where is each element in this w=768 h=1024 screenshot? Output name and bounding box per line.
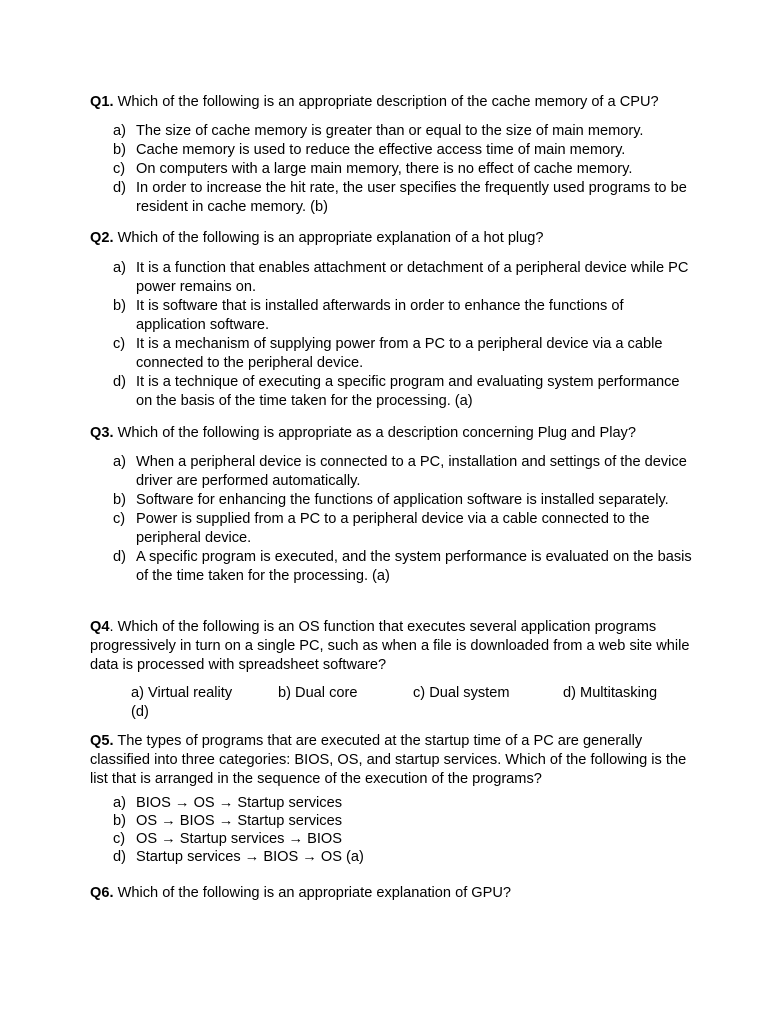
option-text: Power is supplied from a PC to a peripheral device via a cable connected to the peripheral device. bbox=[136, 511, 650, 546]
question-3-options bbox=[113, 453, 693, 586]
option-text: It is a function that enables attachment or detachment of a peripheral device while PC power remains on. bbox=[136, 260, 689, 295]
option-letter: c) bbox=[113, 161, 126, 177]
option-letter: b) bbox=[113, 492, 126, 508]
question-1 bbox=[90, 93, 690, 112]
question-text: The types of programs that are executed at the startup time of a PC are generally classified into three categories: BIOS, OS, and startup services. Which of the following is the list that is arranged in the sequence of the execution of the programs? bbox=[90, 733, 687, 787]
option-item bbox=[113, 510, 693, 548]
question-6 bbox=[90, 884, 690, 903]
option-text: A specific program is executed, and the system performance is evaluated on the basis of the time taken for the processing. (a) bbox=[136, 549, 692, 584]
option-text: Startup services → BIOS → OS (a) bbox=[136, 849, 364, 865]
option-letter: a) bbox=[113, 454, 126, 470]
option-text: Cache memory is used to reduce the effective access time of main memory. bbox=[136, 142, 626, 158]
option-item bbox=[113, 453, 693, 491]
question-number: Q5. bbox=[90, 733, 114, 749]
option-item bbox=[113, 335, 693, 373]
question-number: Q4 bbox=[90, 619, 110, 635]
option-text: OS → Startup services → BIOS bbox=[136, 831, 342, 847]
question-2-options bbox=[113, 259, 693, 411]
question-number: Q6. bbox=[90, 885, 114, 901]
option-text: BIOS → OS → Startup services bbox=[136, 795, 342, 811]
question-4-options bbox=[131, 684, 691, 724]
answer-key: (d) bbox=[131, 704, 149, 720]
option-letter: c) bbox=[113, 831, 126, 847]
option-letter: d) bbox=[113, 549, 126, 565]
question-number: Q3. bbox=[90, 425, 114, 441]
option-letter: a) bbox=[113, 795, 126, 811]
option-letter: b) bbox=[113, 142, 126, 158]
option-item bbox=[113, 297, 693, 335]
question-4 bbox=[90, 618, 690, 675]
option-item bbox=[113, 848, 693, 866]
option-text: It is a technique of executing a specific program and evaluating system performance on the basis of the time taken for the processing. (a) bbox=[136, 374, 680, 409]
option-letter: d) bbox=[113, 180, 126, 196]
option-letter: b) bbox=[113, 298, 126, 314]
question-3 bbox=[90, 424, 690, 443]
option-letter: a) bbox=[113, 260, 126, 276]
option-letter: c) bbox=[113, 511, 126, 527]
option-text: OS → BIOS → Startup services bbox=[136, 813, 342, 829]
option-text: When a peripheral device is connected to a PC, installation and settings of the device driver are performed automatically. bbox=[136, 454, 687, 489]
question-number: Q1. bbox=[90, 94, 114, 110]
option-letter: d) bbox=[113, 374, 126, 390]
option-item bbox=[113, 812, 693, 830]
question-text: Which of the following is an appropriate explanation of GPU? bbox=[117, 885, 512, 901]
option-item bbox=[113, 491, 693, 510]
option-text: It is a mechanism of supplying power from a PC to a peripheral device via a cable connected to the peripheral device. bbox=[136, 336, 663, 371]
option-text: Software for enhancing the functions of application software is installed separately. bbox=[136, 492, 669, 508]
option-text: The size of cache memory is greater than or equal to the size of main memory. bbox=[136, 123, 644, 139]
question-text: Which of the following is appropriate as a description concerning Plug and Play? bbox=[117, 425, 636, 441]
question-5 bbox=[90, 732, 690, 789]
question-number: Q2. bbox=[90, 230, 114, 246]
option-letter: d) bbox=[113, 849, 126, 865]
question-1-options bbox=[113, 122, 693, 217]
option-letter: a) bbox=[113, 123, 126, 139]
question-5-options bbox=[113, 794, 693, 866]
option-letter: b) bbox=[113, 813, 126, 829]
option-item bbox=[113, 830, 693, 848]
question-2 bbox=[90, 229, 690, 248]
question-text: . Which of the following is an OS function that executes several application programs progressively in turn on a single PC, such as when a file is downloaded from a web site while data is processed with spreadsheet software? bbox=[90, 619, 690, 673]
option-item bbox=[113, 141, 693, 160]
option-text: In order to increase the hit rate, the user specifies the frequently used programs to be resident in cache memory. (b) bbox=[136, 180, 687, 215]
option-text: On computers with a large main memory, there is no effect of cache memory. bbox=[136, 161, 633, 177]
option-item: d) Multitasking bbox=[563, 685, 658, 701]
option-item: b) Dual core bbox=[278, 685, 358, 701]
question-text: Which of the following is an appropriate description of the cache memory of a CPU? bbox=[117, 94, 659, 110]
option-item bbox=[113, 160, 693, 179]
option-item bbox=[113, 373, 693, 411]
option-item bbox=[113, 122, 693, 141]
option-item bbox=[113, 794, 693, 812]
option-text: It is software that is installed afterwards in order to enhance the functions of application software. bbox=[136, 298, 624, 333]
option-item: c) Dual system bbox=[413, 685, 510, 701]
option-item bbox=[113, 179, 693, 217]
question-text: Which of the following is an appropriate explanation of a hot plug? bbox=[117, 230, 544, 246]
option-item bbox=[113, 548, 693, 586]
option-item bbox=[113, 259, 693, 297]
option-letter: c) bbox=[113, 336, 126, 352]
option-item: a) Virtual reality bbox=[131, 685, 233, 701]
